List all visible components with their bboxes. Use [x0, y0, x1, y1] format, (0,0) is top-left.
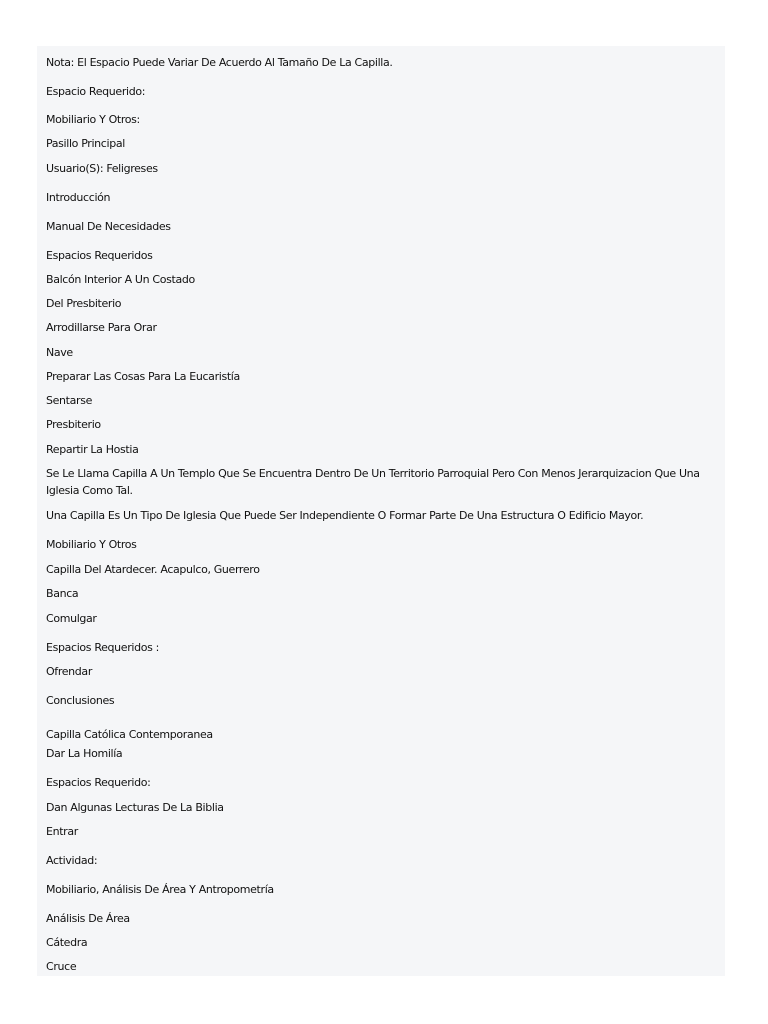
text-line: Sentarse — [46, 394, 92, 407]
text-line: Cruce — [46, 960, 77, 973]
text-line: Capilla Católica Contemporanea — [46, 728, 213, 741]
text-line: Conclusiones — [46, 694, 115, 707]
text-line: Banca — [46, 587, 79, 600]
text-line: Capilla Del Atardecer. Acapulco, Guerrero — [46, 563, 260, 576]
text-line: Espacios Requerido: — [46, 776, 151, 789]
text-line: Espacios Requeridos : — [46, 641, 159, 654]
text-line: Mobiliario Y Otros: — [46, 113, 140, 126]
text-line: Espacios Requeridos — [46, 249, 153, 262]
text-line: Mobiliario, Análisis De Área Y Antropometría — [46, 883, 274, 896]
text-line: Arrodillarse Para Orar — [46, 321, 157, 334]
text-line: Balcón Interior A Un Costado — [46, 273, 195, 286]
text-paragraph: Se Le Llama Capilla A Un Templo Que Se Encuentra Dentro De Un Territorio Parroquial Pero Con Menos Jerarquizacion Que Una Iglesia Como Tal. — [46, 467, 700, 497]
text-line: Nave — [46, 346, 73, 359]
text-line: Actividad: — [46, 854, 98, 867]
text-line: Dar La Homilía — [46, 747, 123, 760]
text-line: Del Presbiterio — [46, 297, 122, 310]
text-line: Presbiterio — [46, 418, 101, 431]
text-line: Dan Algunas Lecturas De La Biblia — [46, 801, 224, 814]
text-line: Una Capilla Es Un Tipo De Iglesia Que Puede Ser Independiente O Formar Parte De Una Estructura O Edificio Mayor. — [46, 509, 644, 522]
text-line: Ofrendar — [46, 665, 92, 678]
text-line: Entrar — [46, 825, 78, 838]
text-line: Usuario(S): Feligreses — [46, 162, 158, 175]
text-line: Nota: El Espacio Puede Variar De Acuerdo Al Tamaño De La Capilla. — [46, 56, 393, 69]
text-line: Repartir La Hostia — [46, 443, 139, 456]
text-line: Preparar Las Cosas Para La Eucaristía — [46, 370, 240, 383]
text-line: Cátedra — [46, 936, 88, 949]
text-line: Espacio Requerido: — [46, 85, 146, 98]
text-line: Pasillo Principal — [46, 137, 125, 150]
text-line: Introducción — [46, 191, 111, 204]
text-line: Mobiliario Y Otros — [46, 538, 137, 551]
text-line: Manual De Necesidades — [46, 220, 171, 233]
text-line: Comulgar — [46, 612, 97, 625]
text-line: Análisis De Área — [46, 912, 130, 925]
